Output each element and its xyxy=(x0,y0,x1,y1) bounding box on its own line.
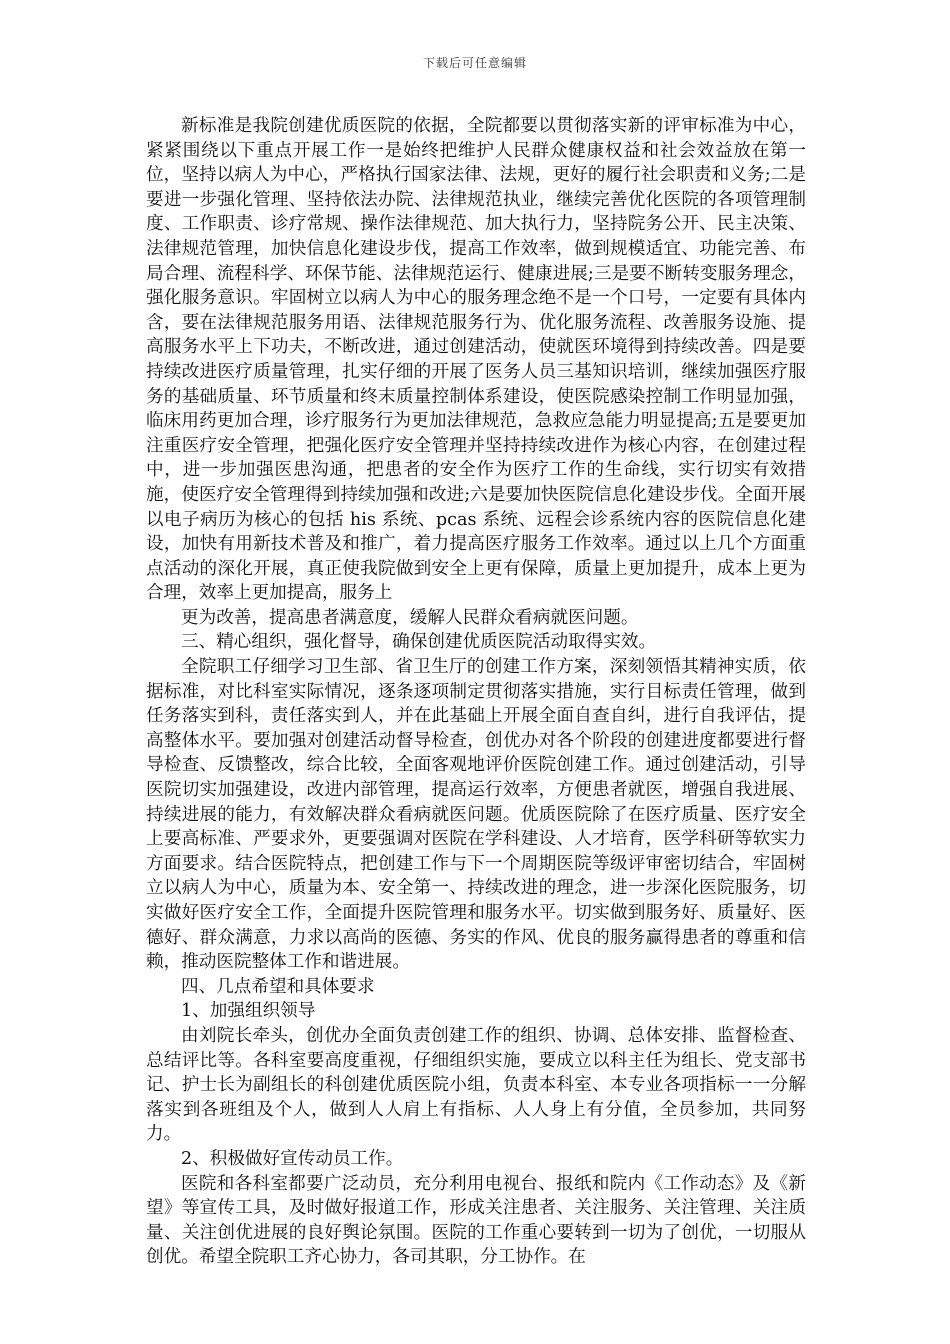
page-header: 下载后可任意编辑 xyxy=(422,56,527,70)
paragraph-leadership: 由刘院长牵头，创优办全面负责创建工作的组织、协调、总体安排、监督检查、总结评比等。各科室要高度重视，仔细组织实施，要成立以科主任为组长、党支部书记、护士长为副组长的科创建优质医院小组，负责本科室、本专业各项指标一一分解落实到各班组及个人，做到人人肩上有指标、人人身上有分值，全员参加，共同努力。 xyxy=(146,1025,806,1145)
subheading-leadership: 1、加强组织领导 xyxy=(181,1001,316,1022)
section-heading-four: 四、几点希望和具体要求 xyxy=(181,976,375,997)
paragraph-publicity: 医院和各科室都要广泛动员，充分利用电视台、报纸和院内《工作动态》及《新望》等宣传工具，及时做好报道工作，形成关注患者、关注服务、关注管理、关注质量、关注创优进展的良好舆论氛围。医院的工作重心要转到一切为了创优，一切服从创优。希望全院职工齐心协力，各司其职，分工协作。在 xyxy=(146,1173,806,1268)
paragraph-staff-study: 全院职工仔细学习卫生部、省卫生厅的创建工作方案，深刻领悟其精神实质，依据标准，对比科室实际情况，逐条逐项制定贯彻落实措施，实行目标责任管理，做到任务落实到科，责任落实到人，并在此基础上开展全面自查自纠，进行自我评估，提高整体水平。要加强对创建活动督导检查，创优办对各个阶段的创建进度都要进行督导检查、反馈整改，综合比较，全面客观地评价医院创建工作。通过创建活动，引导医院切实加强建设，改进内部管理，提高运行效率，方便患者就医，增强自我进展、持续进展的能力，有效解决群众看病就医问题。优质医院除了在医疗质量、医疗安全上要高标准、严要求外，更要强调对医院在学科建设、人才培育，医学科研等软实力方面要求。结合医院特点，把创建工作与下一个周期医院等级评审密切结合，牢固树立以病人为中心，质量为本、安全第一、持续改进的理念，进一步深化医院服务，切实做好医疗安全工作，全面提升医院管理和服务水平。切实做到服务好、质量好、医德好、群众满意，力求以高尚的医德、务实的作风、优良的服务赢得患者的尊重和信赖，推动医院整体工作和谐进展。 xyxy=(146,657,806,973)
section-heading-three: 三、精心组织，强化督导，确保创建优质医院活动取得实效。 xyxy=(181,632,657,653)
paragraph-standards: 新标准是我院创建优质医院的依据，全院都要以贯彻落实新的评审标准为中心，紧紧围绕以下重点开展工作一是始终把维护人民群众健康权益和社会效益放在第一位，坚持以病人为中心，严格执行国家法律、法规，更好的履行社会职责和义务;二是要进一步强化管理、坚持依法办院、法律规范执业，继续完善优化医院的各项管理制度、工作职责、诊疗常规、操作法律规范、加大执行力，坚持院务公开、民主决策、法律规范管理，加快信息化建设步伐，提高工作效率，做到规模适宜、功能完善、布局合理、流程科学、环保节能、法律规范运行、健康进展;三是要不断转变服务理念，强化服务意识。牢固树立以病人为中心的服务理念绝不是一个口号，一定要有具体内含，要在法律规范服务用语、法律规范服务行为、优化服务流程、改善服务设施、提高服务水平上下功夫，不断改进，通过创建活动，使就医环境得到持续改善。四是要持续改进医疗质量管理，扎实仔细的开展了医务人员三基知识培训，继续加强医疗服务的基础质量、环节质量和终末质量控制体系建设，使医院感染控制工作明显加强，临床用药更加合理，诊疗服务行为更加法律规范，急救应急能力明显提高;五是要更加注重医疗安全管理，把强化医疗安全管理并坚持持续改进作为核心内容，在创建过程中，进一步加强医患沟通，把患者的安全作为医疗工作的生命线，实行切实有效措施，使医疗安全管理得到持续加强和改进;六是要加快医院信息化建设步伐。全面开展以电子病历为核心的包括 his 系统、pcas 系统、远程会诊系统内容的医院信息化建设，加快有用新技术普及和推广，着力提高医疗服务工作效率。通过以上几个方面重点活动的深化开展，真正使我院做到安全上更有保障，质量上更加提升，成本上更为合理，效率上更加提高，服务上 xyxy=(146,116,806,604)
subheading-publicity: 2、积极做好宣传动员工作。 xyxy=(181,1148,404,1169)
paragraph-continuation: 更为改善，提高患者满意度，缓解人民群众看病就医问题。 xyxy=(181,607,639,628)
document-body xyxy=(146,114,806,1270)
